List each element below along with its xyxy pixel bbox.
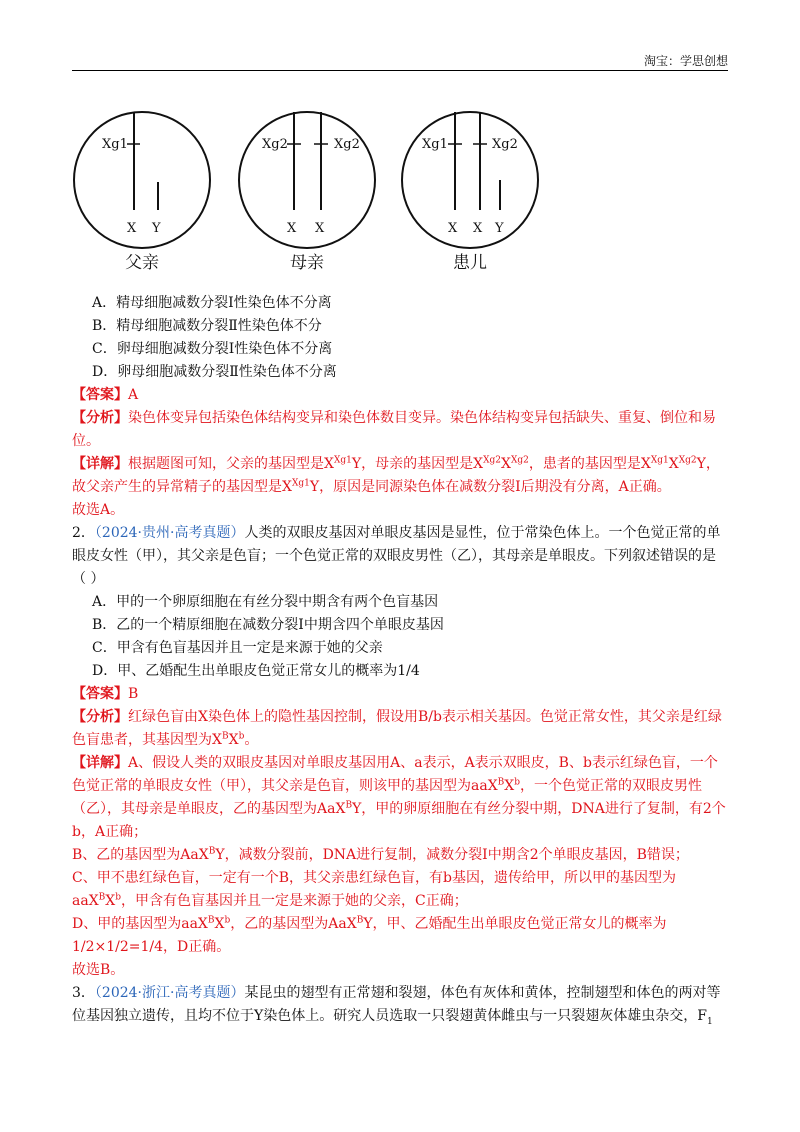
q1-option-b: B．精母细胞减数分裂Ⅱ性染色体不分 bbox=[92, 318, 322, 334]
q2-stem-text: 人类的双眼皮基因对单眼皮基因是显性，位于常染色体上。一个色觉正常的单眼皮女性（甲），其父亲是色盲；一个色觉正常的双眼皮男性（乙），其母亲是单眼皮。下列叙述错误的是（ ） bbox=[72, 525, 721, 587]
q1-analysis bbox=[72, 407, 728, 453]
chromosome-diagram bbox=[72, 92, 728, 282]
q1-detail-sup: Xg1 bbox=[650, 455, 669, 466]
q1-option-d: D．卵母细胞减数分裂Ⅱ性染色体不分离 bbox=[92, 364, 337, 380]
patient-cell bbox=[402, 112, 538, 273]
q2-detail-part: Y，甲、乙婚配生出单眼皮色觉正常女儿的概率为1/2×1/2=1/4，D正确。 bbox=[72, 916, 667, 955]
page-header: 淘宝：学思创想 bbox=[643, 54, 728, 68]
q3-stem-sub: 1 bbox=[706, 1016, 713, 1027]
q2-option-a: A．甲的一个卵原细胞在有丝分裂中期含有两个色盲基因 bbox=[92, 594, 439, 610]
q2-detail-part: ，乙的基因型为AaX bbox=[230, 916, 357, 932]
q2-stem bbox=[72, 522, 728, 591]
mother-label-g1: Xg2 bbox=[262, 137, 288, 152]
q3-stem bbox=[72, 982, 728, 1028]
q2-analysis bbox=[72, 706, 728, 752]
q2-detail-sup: B bbox=[497, 777, 505, 788]
patient-label-g1: Xg1 bbox=[422, 137, 448, 152]
mother-cell-outline bbox=[239, 112, 375, 248]
q1-detail bbox=[72, 453, 728, 499]
q2-detail-a bbox=[72, 752, 728, 844]
q2-detail-part: ，甲含有色盲基因并且一定是来源于她的父亲，C正确； bbox=[121, 893, 468, 909]
q2-analysis-sup: b bbox=[238, 731, 245, 742]
q1-detail-part: Y，故父亲产生的异常精子的基因型是X bbox=[72, 456, 720, 495]
q1-detail-part: ，患者的基因型是X bbox=[528, 456, 651, 472]
patient-label-x2: X bbox=[473, 221, 483, 236]
q1-answer bbox=[72, 384, 728, 407]
q1-detail-part: X bbox=[668, 456, 679, 472]
detail-tag: 【详解】 bbox=[72, 755, 128, 771]
mother-caption: 母亲 bbox=[290, 253, 324, 273]
q1-detail-sup: Xg1 bbox=[291, 478, 310, 489]
q2-detail-c bbox=[72, 867, 728, 913]
q2-detail-part: X bbox=[105, 893, 116, 909]
q2-option-d: D．甲、乙婚配生出单眼皮色觉正常女儿的概率为1/4 bbox=[92, 663, 420, 679]
q1-detail-sup: Xg1 bbox=[333, 455, 352, 466]
q2-detail-sup: B bbox=[208, 846, 216, 857]
q2-detail-part: Y，减数分裂前，DNA进行复制，减数分裂Ⅰ中期含2个单眼皮基因，B错误； bbox=[215, 847, 689, 863]
q1-detail-part: Y，原因是同源染色体在减数分裂Ⅰ后期没有分离，A正确。 bbox=[309, 479, 671, 495]
q3-stem-text: 某昆虫的翅型有正常翅和裂翅，体色有灰体和黄体，控制翅型和体色的两对等位基因独立遗传，且均不位于Y染色体上。研究人员选取一只裂翅黄体雌虫与一只裂翅灰体雄虫杂交，F bbox=[72, 985, 721, 1024]
q1-detail-part: Y，母亲的基因型是X bbox=[351, 456, 484, 472]
q1-detail-sup: Xg2 bbox=[483, 455, 501, 466]
father-label-y: Y bbox=[152, 221, 161, 236]
q2-detail-part: X bbox=[504, 778, 515, 794]
q1-detail-sup: Xg2 bbox=[678, 455, 697, 466]
patient-label-g2: Xg2 bbox=[492, 137, 518, 152]
father-label-g1: Xg1 bbox=[102, 137, 128, 152]
q2-number: 2． bbox=[72, 525, 95, 541]
q2-detail-sup: b bbox=[115, 892, 122, 903]
q1-detail-part: 根据题图可知，父亲的基因型是X bbox=[128, 456, 334, 472]
q2-answer-value: B bbox=[128, 686, 139, 702]
patient-cell-outline bbox=[402, 112, 538, 248]
q2-detail-sup: B bbox=[345, 800, 353, 811]
father-caption: 父亲 bbox=[125, 253, 159, 273]
q2-option-b: B．乙的一个精原细胞在减数分裂Ⅰ中期含四个单眼皮基因 bbox=[92, 617, 444, 633]
q2-analysis-part: X bbox=[228, 732, 239, 748]
q2-source: （2024·贵州·高考真题） bbox=[94, 525, 245, 541]
mother-label-g2: Xg2 bbox=[334, 137, 360, 152]
analysis-tag: 【分析】 bbox=[72, 709, 128, 725]
father-label-x: X bbox=[127, 221, 137, 236]
q2-detail-part: Y，甲的卵原细胞在有丝分裂中期，DNA进行了复制，有2个b，A正确； bbox=[72, 801, 726, 840]
q1-detail-sup: Xg2 bbox=[510, 455, 529, 466]
q2-analysis-part: 红绿色盲由X染色体上的隐性基因控制，假设用B/b表示相关基因。色觉正常女性，其父亲是红绿色盲患者，其基因型为X bbox=[72, 709, 722, 748]
q1-detail-part: X bbox=[501, 456, 511, 472]
q1-answer-value: A bbox=[128, 387, 139, 403]
q2-detail-sup: B bbox=[207, 915, 215, 926]
patient-label-y: Y bbox=[495, 221, 504, 236]
q1-analysis-text: 染色体变异包括染色体结构变异和染色体数目变异。染色体结构变异包括缺失、重复、倒位和易位。 bbox=[72, 410, 716, 449]
answer-tag: 【答案】 bbox=[72, 387, 128, 403]
q1-conclusion: 故选A。 bbox=[72, 502, 125, 518]
q2-detail-sup: B bbox=[98, 892, 106, 903]
q2-detail-part: B、乙的基因型为AaX bbox=[72, 847, 209, 863]
answer-tag: 【答案】 bbox=[72, 686, 128, 702]
q2-detail-part: X bbox=[214, 916, 225, 932]
q2-detail-sup: b bbox=[514, 777, 521, 788]
father-cell-outline bbox=[74, 112, 210, 248]
page-content bbox=[72, 92, 728, 1028]
q2-detail-part: C、甲不患红绿色盲，一定有一个B，其父亲患红绿色盲，有b基因，遗传给甲，所以甲的基因型为aaX bbox=[72, 870, 676, 909]
mother-cell bbox=[239, 112, 375, 273]
q2-analysis-sup: B bbox=[221, 731, 229, 742]
q3-source: （2024·浙江·高考真题） bbox=[94, 985, 245, 1001]
q2-detail-d bbox=[72, 913, 728, 959]
q2-detail-b bbox=[72, 844, 728, 867]
detail-tag: 【详解】 bbox=[72, 456, 128, 472]
q2-detail-sup: b bbox=[224, 915, 231, 926]
q2-option-c: C．甲含有色盲基因并且一定是来源于她的父亲 bbox=[92, 640, 383, 656]
q1-option-a: A．精母细胞减数分裂Ⅰ性染色体不分离 bbox=[92, 295, 332, 311]
q2-detail-part: ，一个色觉正常的双眼皮男性（乙），其母亲是单眼皮，乙的基因型为AaX bbox=[72, 778, 703, 817]
analysis-tag: 【分析】 bbox=[72, 410, 128, 426]
mother-label-x1: X bbox=[287, 221, 297, 236]
q3-number: 3． bbox=[72, 985, 95, 1001]
patient-caption: 患儿 bbox=[453, 253, 487, 273]
q2-answer bbox=[72, 683, 728, 706]
header-divider bbox=[72, 70, 728, 71]
q2-detail-sup: B bbox=[356, 915, 364, 926]
q2-detail-part: A、假设人类的双眼皮基因对单眼皮基因用A、a表示，A表示双眼皮，B、b表示红绿色盲，一个色觉正常的单眼皮女性（甲），其父亲是色盲，则该甲的基因型为aaX bbox=[72, 755, 718, 794]
chromosome-figure bbox=[72, 92, 728, 292]
q2-conclusion: 故选B。 bbox=[72, 962, 125, 978]
q2-analysis-part: 。 bbox=[244, 732, 259, 748]
q2-detail-part: D、甲的基因型为aaX bbox=[72, 916, 208, 932]
patient-label-x1: X bbox=[448, 221, 458, 236]
father-cell bbox=[74, 112, 210, 273]
q1-option-c: C．卵母细胞减数分裂Ⅰ性染色体不分离 bbox=[92, 341, 333, 357]
mother-label-x2: X bbox=[315, 221, 325, 236]
